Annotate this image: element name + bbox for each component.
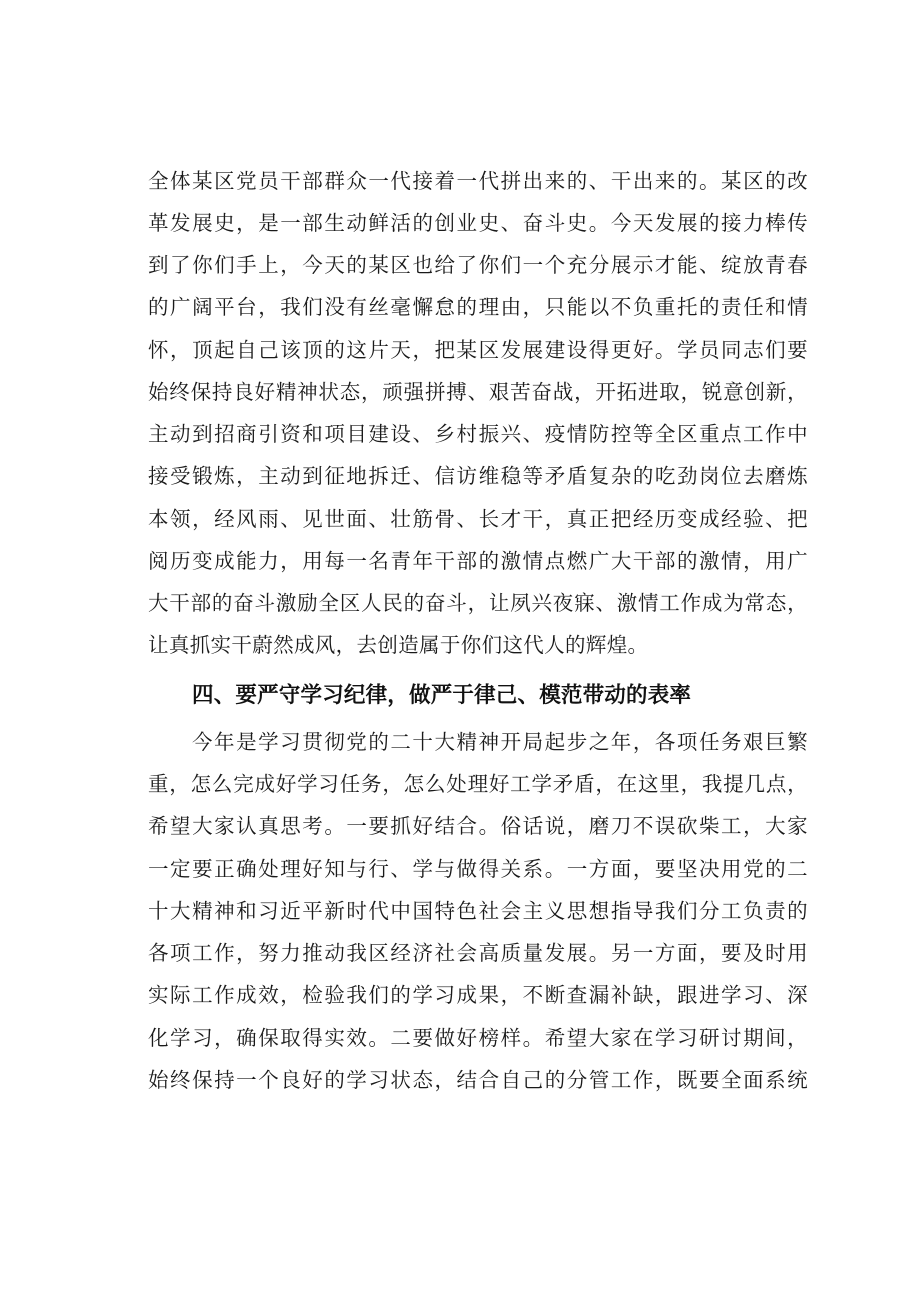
paragraph-2-line: 重，怎么完成好学习任务，怎么处理好工学矛盾，在这里，我提几点，: [148, 772, 808, 796]
paragraph-1-line: 怀，顶起自己该顶的这片天，把某区发展建设得更好。学员同志们要: [148, 338, 808, 362]
paragraph-2-line: 始终保持一个良好的学习状态，结合自己的分管工作，既要全面系统: [148, 1068, 808, 1092]
paragraph-2-line: 十大精神和习近平新时代中国特色社会主义思想指导我们分工负责的: [148, 899, 808, 923]
paragraph-1-line: 本领，经风雨、见世面、壮筋骨、长才干，真正把经历变成经验、把: [148, 507, 808, 531]
paragraph-1-line: 阅历变成能力，用每一名青年干部的激情点燃广大干部的激情，用广: [148, 549, 808, 573]
paragraph-1-line: 始终保持良好精神状态，顽强拼搏、艰苦奋战，开拓进取，锐意创新，: [148, 380, 808, 404]
paragraph-1-line: 主动到招商引资和项目建设、乡村振兴、疫情防控等全区重点工作中: [148, 422, 808, 446]
paragraph-2-line: 今年是学习贯彻党的二十大精神开局起步之年，各项任务艰巨繁: [192, 730, 808, 754]
paragraph-1-line: 大干部的奋斗激励全区人民的奋斗，让夙兴夜寐、激情工作成为常态，: [148, 591, 808, 615]
paragraph-2-line: 各项工作，努力推动我区经济社会高质量发展。另一方面，要及时用: [148, 941, 808, 965]
paragraph-2-line: 希望大家认真思考。一要抓好结合。俗话说，磨刀不误砍柴工，大家: [148, 814, 808, 838]
paragraph-1-line: 的广阔平台，我们没有丝毫懈怠的理由，只能以不负重托的责任和情: [148, 295, 808, 319]
paragraph-2-line: 一定要正确处理好知与行、学与做得关系。一方面，要坚决用党的二: [148, 857, 808, 881]
paragraph-1-line: 让真抓实干蔚然成风，去创造属于你们这代人的辉煌。: [148, 633, 649, 657]
section-heading: 四、要严守学习纪律，做严于律己、模范带动的表率: [192, 683, 692, 708]
paragraph-1-line: 接受锻炼，主动到征地拆迁、信访维稳等矛盾复杂的吃劲岗位去磨炼: [148, 464, 808, 488]
paragraph-1-line: 革发展史，是一部生动鲜活的创业史、奋斗史。今天发展的接力棒传: [148, 211, 808, 235]
paragraph-1-line: 到了你们手上，今天的某区也给了你们一个充分展示才能、绽放青春: [148, 253, 808, 277]
paragraph-1-line: 全体某区党员干部群众一代接着一代拼出来的、干出来的。某区的改: [148, 169, 808, 193]
paragraph-2-line: 实际工作成效，检验我们的学习成果，不断查漏补缺，跟进学习、深: [148, 983, 808, 1007]
paragraph-2-line: 化学习，确保取得实效。二要做好榜样。希望大家在学习研讨期间，: [148, 1026, 808, 1050]
